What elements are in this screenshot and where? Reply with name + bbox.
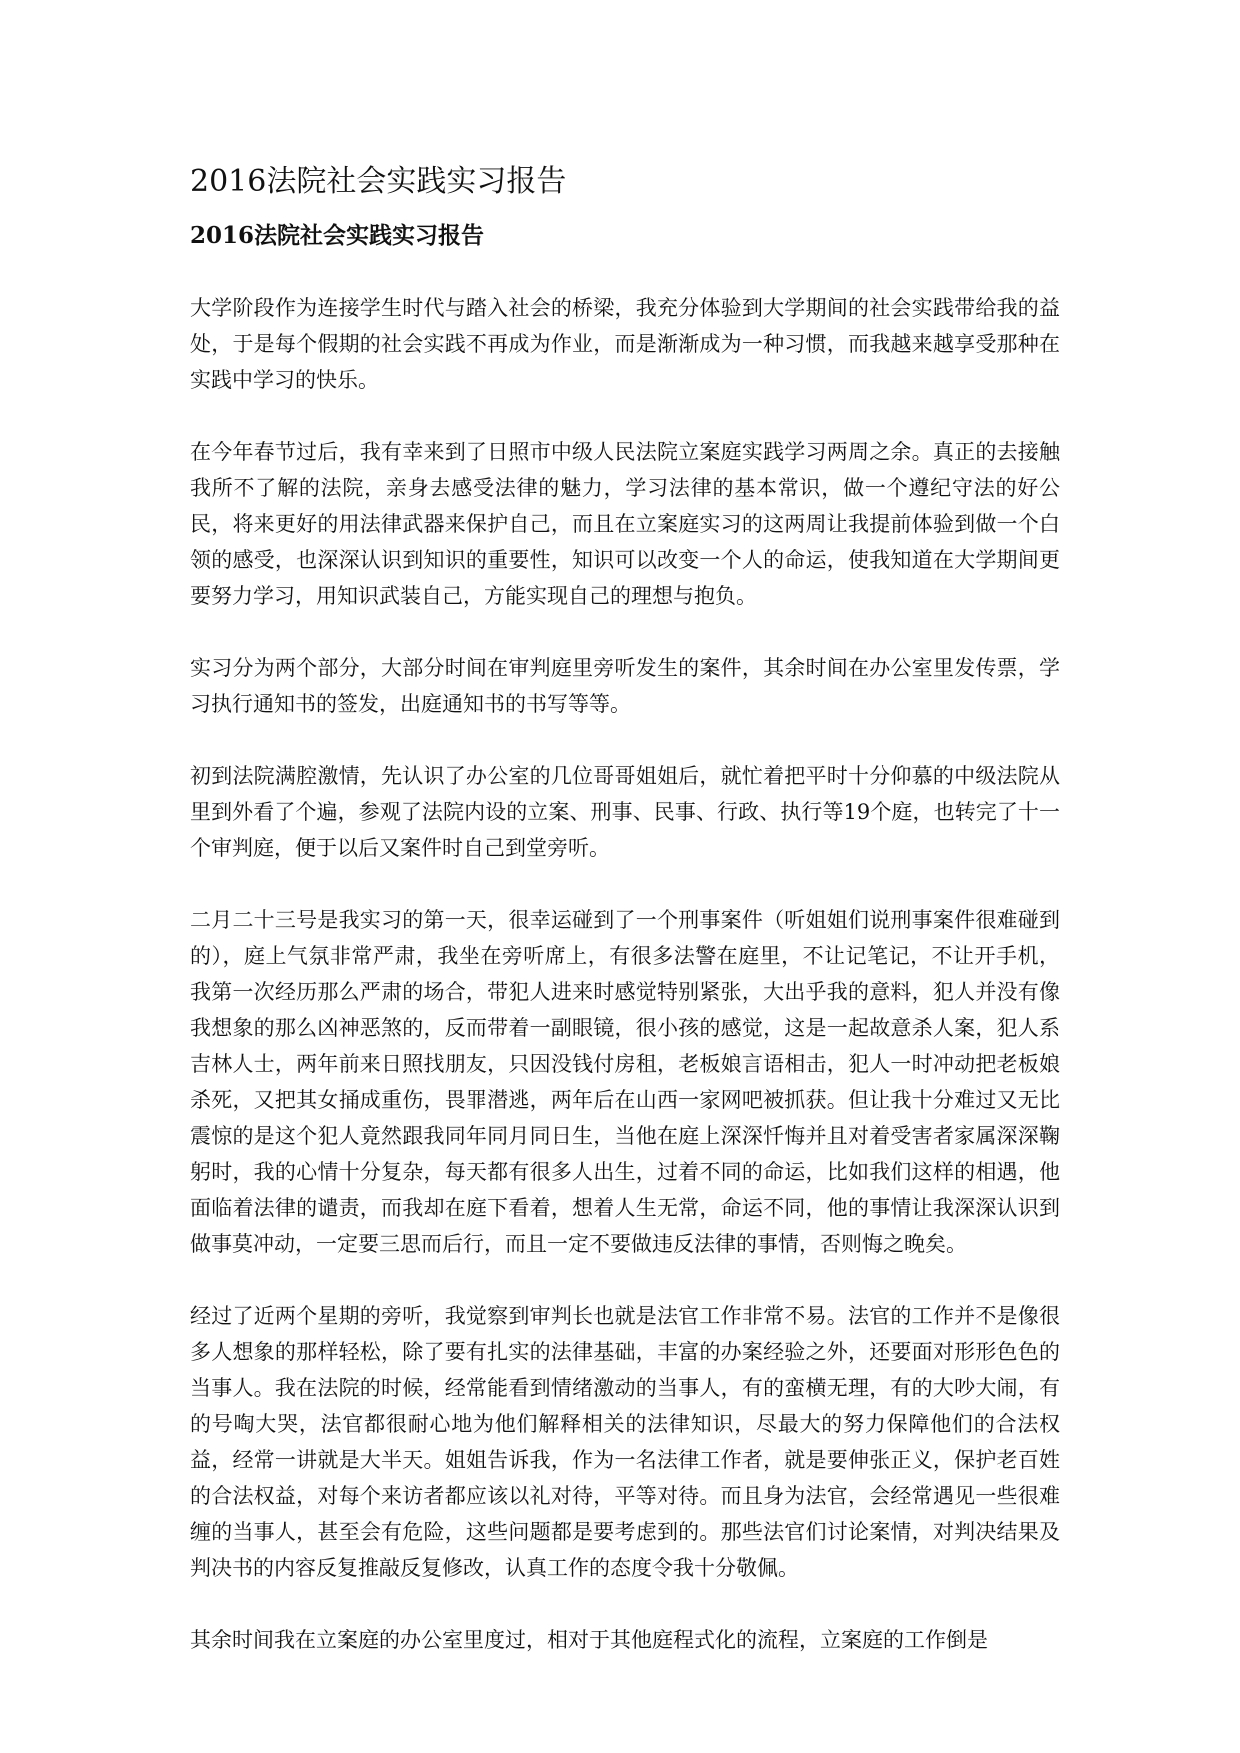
paragraph-judge-work: 经过了近两个星期的旁听，我觉察到审判长也就是法官工作非常不易。法官的工作并不是像很多人想象的那样轻松，除了要有扎实的法律基础，丰富的办案经验之外，还要面对形形色色的当事人。我在法院的时候，经常能看到情绪激动的当事人，有的蛮横无理，有的大吵大闹，有的号啕大哭，法官都很耐心地为他们解释相关的法律知识，尽最大的努力保障他们的合法权益，经常一讲就是大半天。姐姐告诉我，作为一名法律工作者，就是要伸张正义，保护老百姓的合法权益，对每个来访者都应该以礼对待，平等对待。而且身为法官，会经常遇见一些很难缠的当事人，甚至会有危险，这些问题都是要考虑到的。那些法官们讨论案情，对判决结果及判决书的内容反复推敲反复修改，认真工作的态度令我十分敬佩。	[190, 1304, 1060, 1580]
document-body	[190, 162, 1060, 1658]
paragraph-intro: 大学阶段作为连接学生时代与踏入社会的桥梁，我充分体验到大学期间的社会实践带给我的益处，于是每个假期的社会实践不再成为作业，而是渐渐成为一种习惯，而我越来越享受那种在实践中学习的快乐。	[190, 296, 1060, 392]
paragraph-office-work: 其余时间我在立案庭的办公室里度过，相对于其他庭程式化的流程，立案庭的工作倒是	[190, 1628, 988, 1652]
page-subtitle: 2016法院社会实践实习报告	[190, 222, 485, 249]
page-title: 2016法院社会实践实习报告	[190, 164, 567, 199]
paragraph-criminal-case: 二月二十三号是我实习的第一天，很幸运碰到了一个刑事案件（听姐姐们说刑事案件很难碰到的），庭上气氛非常严肃，我坐在旁听席上，有很多法警在庭里，不让记笔记，不让开手机，我第一次经历那么严肃的场合，带犯人进来时感觉特别紧张，大出乎我的意料，犯人并没有像我想象的那么凶神恶煞的，反而带着一副眼镜，很小孩的感觉，这是一起故意杀人案，犯人系吉林人士，两年前来日照找朋友，只因没钱付房租，老板娘言语相击，犯人一时冲动把老板娘杀死，又把其女捅成重伤，畏罪潜逃，两年后在山西一家网吧被抓获。但让我十分难过又无比震惊的是这个犯人竟然跟我同年同月同日生，当他在庭上深深忏悔并且对着受害者家属深深鞠躬时，我的心情十分复杂，每天都有很多人出生，过着不同的命运，比如我们这样的相遇，他面临着法律的谴责，而我却在庭下看着，想着人生无常，命运不同，他的事情让我深深认识到做事莫冲动，一定要三思而后行，而且一定不要做违反法律的事情，否则悔之晚矣。	[190, 908, 1060, 1256]
paragraph-first-visit: 初到法院满腔激情，先认识了办公室的几位哥哥姐姐后，就忙着把平时十分仰慕的中级法院从里到外看了个遍，参观了法院内设的立案、刑事、民事、行政、执行等19个庭，也转完了十一个审判庭，便于以后又案件时自己到堂旁听。	[190, 764, 1060, 860]
paragraph-arrival: 在今年春节过后，我有幸来到了日照市中级人民法院立案庭实践学习两周之余。真正的去接触我所不了解的法院，亲身去感受法律的魅力，学习法律的基本常识，做一个遵纪守法的好公民，将来更好的用法律武器来保护自己，而且在立案庭实习的这两周让我提前体验到做一个白领的感受，也深深认识到知识的重要性，知识可以改变一个人的命运，使我知道在大学期间更要努力学习，用知识武装自己，方能实现自己的理想与抱负。	[190, 440, 1060, 608]
paragraph-internship-parts: 实习分为两个部分，大部分时间在审判庭里旁听发生的案件，其余时间在办公室里发传票，学习执行通知书的签发，出庭通知书的书写等等。	[190, 656, 1060, 716]
